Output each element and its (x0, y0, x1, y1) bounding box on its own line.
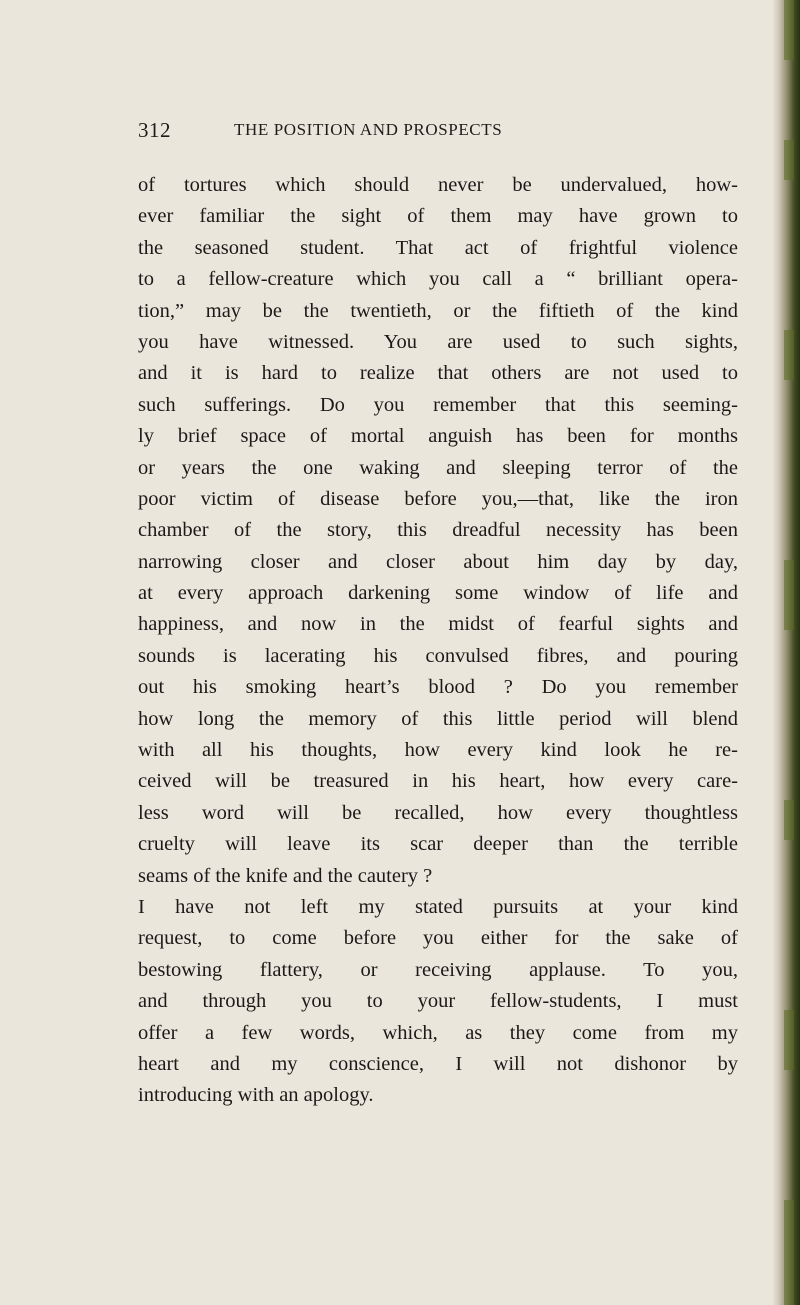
text-line: at every approach darkening some window of life and (138, 582, 738, 605)
text-line: ever familiar the sight of them may have grown to (138, 205, 738, 228)
text-line: and through you to your fellow-students, I must (138, 990, 738, 1013)
edge-stripe (784, 330, 794, 380)
text-line: I have not left my stated pursuits at your kind (138, 895, 738, 918)
running-head-title: THE POSITION AND PROSPECTS (234, 120, 503, 139)
body-text (138, 170, 738, 1112)
edge-stripe (784, 1200, 794, 1305)
text-line: less word will be recalled, how every thoughtless (138, 801, 738, 824)
edge-stripe (784, 140, 794, 180)
text-line: tion,” may be the twentieth, or the fiftieth of the kind (138, 299, 738, 322)
text-line: or years the one waking and sleeping terror of the (138, 456, 738, 479)
text-line: chamber of the story, this dreadful necessity has been (138, 519, 738, 542)
text-line: sounds is lacerating his convulsed fibres, and pouring (138, 644, 738, 667)
text-line: the seasoned student. That act of frightful violence (138, 236, 738, 259)
text-line: poor victim of disease before you,—that, like the iron (138, 487, 738, 510)
edge-stripe (784, 1010, 794, 1070)
text-line: with all his thoughts, how every kind look he re- (138, 739, 738, 762)
text-line: out his smoking heart’s blood ? Do you remember (138, 676, 738, 699)
text-line: such sufferings. Do you remember that this seeming- (138, 393, 738, 416)
text-line: offer a few words, which, as they come from my (138, 1021, 738, 1044)
text-line: ly brief space of mortal anguish has been for months (138, 425, 738, 448)
edge-stripe (784, 560, 794, 630)
text-line: narrowing closer and closer about him day by day, (138, 550, 738, 573)
text-line: you have witnessed. You are used to such sights, (138, 330, 738, 353)
text-line: to a fellow-creature which you call a “ brilliant opera- (138, 268, 738, 291)
edge-stripe (784, 0, 794, 60)
text-line: of tortures which should never be undervalued, how- (138, 174, 738, 196)
running-head (138, 118, 598, 142)
text-line: happiness, and now in the midst of fearful sights and (138, 613, 738, 636)
page-number: 312 (138, 118, 171, 142)
text-line: bestowing flattery, or receiving applause. To you, (138, 958, 738, 981)
text-line: heart and my conscience, I will not dishonor by (138, 1052, 738, 1075)
edge-stripe (784, 800, 794, 840)
text-line: and it is hard to realize that others are not used to (138, 362, 738, 385)
text-line: request, to come before you either for the sake of (138, 927, 738, 950)
text-line: seams of the knife and the cautery ? (138, 864, 433, 887)
text-line: cruelty will leave its scar deeper than the terrible (138, 833, 738, 856)
page-edge-shadow (772, 0, 800, 1305)
text-line: how long the memory of this little period will blend (138, 707, 738, 730)
text-line: introducing with an apology. (138, 1084, 374, 1107)
text-line: ceived will be treasured in his heart, how every care- (138, 770, 738, 793)
